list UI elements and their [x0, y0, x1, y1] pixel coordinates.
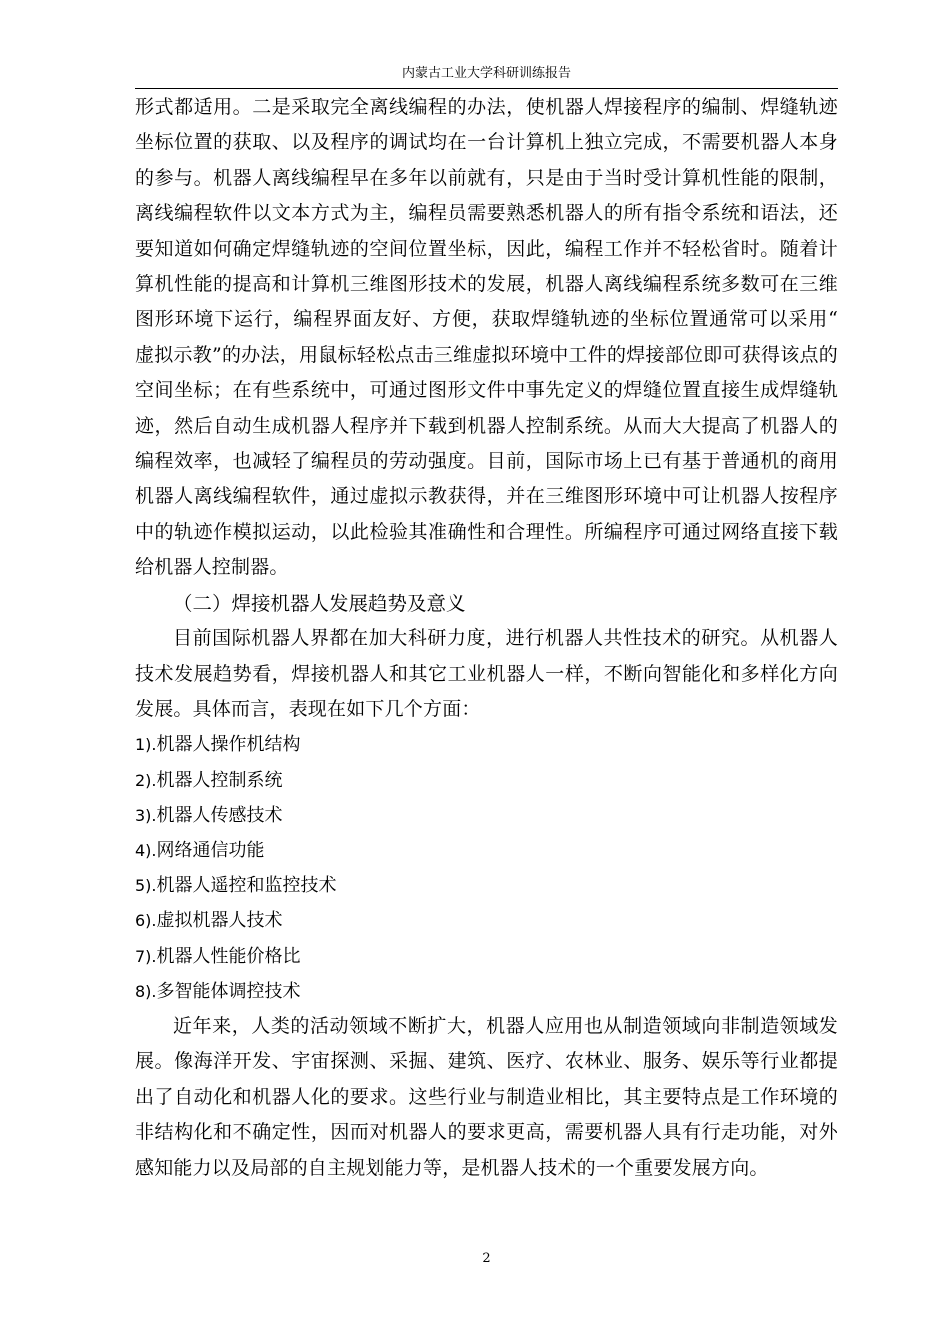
list-item [135, 974, 838, 1009]
list-item [135, 903, 838, 938]
list-item [135, 868, 838, 903]
section-heading: （二）焊接机器人发展趋势及意义 [173, 591, 466, 615]
list-item-text: 多智能体调控技术 [156, 980, 301, 1002]
list-item-text: 机器人遥控和监控技术 [156, 875, 337, 897]
list-item-text: 机器人操作机结构 [156, 734, 301, 756]
document-body [135, 90, 838, 1186]
list-item-text: 机器人控制系统 [156, 769, 283, 791]
list-item-text: 虚拟机器人技术 [156, 910, 283, 932]
list-item-number: 4). [135, 840, 157, 860]
list-item-number: 2). [135, 770, 157, 790]
page-number: 2 [482, 1251, 491, 1266]
page-header: 内蒙古工业大学科研训练报告 [401, 66, 571, 81]
list-item-number: 6). [135, 911, 157, 931]
list-item-number: 5). [135, 876, 157, 896]
list-item-number: 1). [135, 735, 157, 755]
header-rule [135, 88, 838, 89]
list-item-text: 网络通信功能 [156, 839, 265, 861]
list-item-number: 8). [135, 981, 157, 1001]
list-item-number: 3). [135, 805, 157, 825]
paragraph-offline-programming: 形式都适用。二是采取完全离线编程的办法，使机器人焊接程序的编制、焊缝轨迹坐标位置的获取、以及程序的调试均在一台计算机上独立完成，不需要机器人本身的参与。机器人离线编程早在多年以前就有，只是由于当时受计算机性能的限制，离线编程软件以文本方式为主，编程员需要熟悉机器人的所有指令系统和语法，还要知道如何确定焊缝轨迹的空间位置坐标，因此，编程工作并不轻松省时。随着计算机性能的提高和计算机三维图形技术的发展，机器人离线编程系统多数可在三维图形环境下运行，编程界面友好、方便，获取焊缝轨迹的坐标位置通常可以采用“ 虚拟示教”的办法，用鼠标轻松点击三维虚拟环境中工件的焊接部位即可获得该点的空间坐标；在有些系统中，可通过图形文件中事先定义的焊缝位置直接生成焊缝轨迹，然后自动生成机器人程序并下载到机器人控制系统。从而大大提高了机器人的编程效率，也减轻了编程员的劳动强度。目前，国际市场上已有基于普通机的商用机器人离线编程软件，通过虚拟示教获得，并在三维图形环境中可让机器人按程序中的轨迹作模拟运动，以此检验其准确性和合理性。所编程序可通过网络直接下载给机器人控制器。 [135, 96, 838, 579]
list-item-number: 7). [135, 946, 157, 966]
list-item [135, 939, 838, 974]
paragraph-non-manufacturing: 近年来，人类的活动领域不断扩大，机器人应用也从制造领域向非制造领域发展。像海洋开发、宇宙探测、采掘、建筑、医疗、农林业、服务、娱乐等行业都提出了自动化和机器人化的要求。这些行业与制造业相比，其主要特点是工作环境的非结构化和不确定性，因而对机器人的要求更高，需要机器人具有行走功能，对外感知能力以及局部的自主规划能力等，是机器人技术的一个重要发展方向。 [135, 1014, 838, 1179]
list-item [135, 798, 838, 833]
paragraph-trends-intro: 目前国际机器人界都在加大科研力度，进行机器人共性技术的研究。从机器人技术发展趋势看，焊接机器人和其它工业机器人一样，不断向智能化和多样化方向发展。具体而言，表现在如下几个方面： [135, 627, 838, 720]
list-item [135, 727, 838, 762]
list-item [135, 763, 838, 798]
list-item [135, 833, 838, 868]
list-item-text: 机器人传感技术 [156, 804, 283, 826]
list-item-text: 机器人性能价格比 [156, 945, 301, 967]
trend-list [135, 727, 838, 1009]
